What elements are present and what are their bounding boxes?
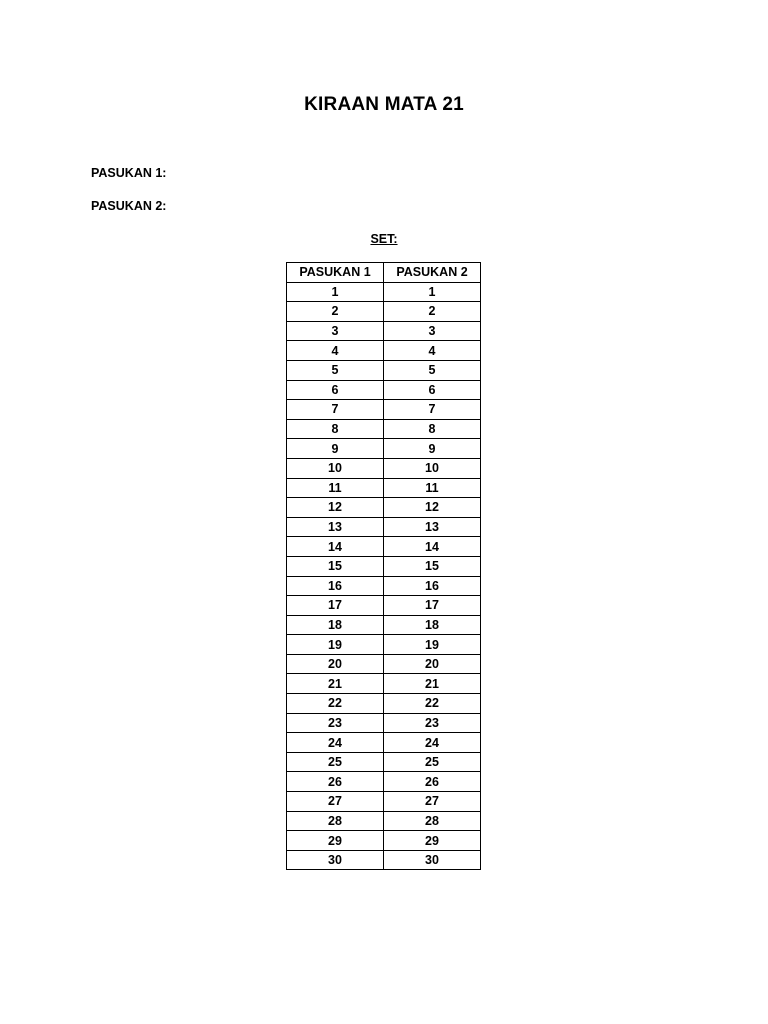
table-row	[287, 321, 481, 341]
team1-score-cell: 28	[287, 811, 384, 831]
table-row	[287, 302, 481, 322]
team1-score-cell: 30	[287, 850, 384, 870]
team1-score-cell: 1	[287, 282, 384, 302]
team1-label: PASUKAN 1:	[91, 166, 167, 180]
team2-score-cell: 13	[384, 517, 481, 537]
team1-score-cell: 12	[287, 498, 384, 518]
table-row	[287, 419, 481, 439]
team1-score-cell: 9	[287, 439, 384, 459]
table-row	[287, 713, 481, 733]
team1-score-cell: 26	[287, 772, 384, 792]
team1-score-cell: 7	[287, 400, 384, 420]
table-row	[287, 458, 481, 478]
table-row	[287, 694, 481, 714]
team2-score-cell: 10	[384, 458, 481, 478]
set-label: SET:	[370, 232, 398, 246]
table-row	[287, 556, 481, 576]
team1-score-cell: 2	[287, 302, 384, 322]
team2-score-cell: 18	[384, 615, 481, 635]
team2-score-cell: 24	[384, 733, 481, 753]
team1-score-cell: 6	[287, 380, 384, 400]
team2-score-cell: 17	[384, 596, 481, 616]
team1-score-cell: 16	[287, 576, 384, 596]
team2-score-cell: 25	[384, 752, 481, 772]
team2-score-cell: 27	[384, 792, 481, 812]
team1-score-cell: 14	[287, 537, 384, 557]
team2-score-cell: 29	[384, 831, 481, 851]
table-row	[287, 576, 481, 596]
team2-score-cell: 12	[384, 498, 481, 518]
team2-score-cell: 21	[384, 674, 481, 694]
page-title: KIRAAN MATA 21	[304, 94, 464, 115]
table-row	[287, 517, 481, 537]
team2-score-cell: 2	[384, 302, 481, 322]
table-row	[287, 439, 481, 459]
team2-score-cell: 14	[384, 537, 481, 557]
team1-score-cell: 23	[287, 713, 384, 733]
team1-score-cell: 4	[287, 341, 384, 361]
team2-score-cell: 4	[384, 341, 481, 361]
header-row	[287, 263, 481, 283]
table-row	[287, 478, 481, 498]
team1-score-cell: 24	[287, 733, 384, 753]
team1-score-cell: 5	[287, 360, 384, 380]
header-team2: PASUKAN 2	[384, 263, 481, 283]
table-row	[287, 341, 481, 361]
table-row	[287, 850, 481, 870]
team2-score-cell: 30	[384, 850, 481, 870]
team1-score-cell: 10	[287, 458, 384, 478]
team1-score-cell: 8	[287, 419, 384, 439]
score-table	[286, 262, 481, 870]
team1-score-cell: 29	[287, 831, 384, 851]
team2-score-cell: 11	[384, 478, 481, 498]
team2-score-cell: 19	[384, 635, 481, 655]
team2-score-cell: 1	[384, 282, 481, 302]
table-row	[287, 654, 481, 674]
table-row	[287, 615, 481, 635]
team2-score-cell: 22	[384, 694, 481, 714]
team2-score-cell: 6	[384, 380, 481, 400]
table-row	[287, 733, 481, 753]
team2-score-cell: 7	[384, 400, 481, 420]
table-row	[287, 811, 481, 831]
team1-score-cell: 11	[287, 478, 384, 498]
table-row	[287, 282, 481, 302]
team1-score-cell: 21	[287, 674, 384, 694]
team2-score-cell: 8	[384, 419, 481, 439]
team1-score-cell: 15	[287, 556, 384, 576]
team2-score-cell: 3	[384, 321, 481, 341]
team1-score-cell: 20	[287, 654, 384, 674]
table-row	[287, 537, 481, 557]
team2-label: PASUKAN 2:	[91, 199, 167, 213]
team2-score-cell: 26	[384, 772, 481, 792]
team1-score-cell: 13	[287, 517, 384, 537]
table-row	[287, 772, 481, 792]
team2-score-cell: 9	[384, 439, 481, 459]
header-team1: PASUKAN 1	[287, 263, 384, 283]
team2-score-cell: 5	[384, 360, 481, 380]
table-row	[287, 400, 481, 420]
team1-score-cell: 18	[287, 615, 384, 635]
team2-score-cell: 15	[384, 556, 481, 576]
table-row	[287, 360, 481, 380]
table-row	[287, 752, 481, 772]
table-row	[287, 380, 481, 400]
table-row	[287, 498, 481, 518]
table-row	[287, 831, 481, 851]
table-row	[287, 792, 481, 812]
table-row	[287, 674, 481, 694]
team2-score-cell: 20	[384, 654, 481, 674]
team1-score-cell: 27	[287, 792, 384, 812]
team1-score-cell: 25	[287, 752, 384, 772]
score-table-header	[287, 263, 481, 283]
team1-score-cell: 3	[287, 321, 384, 341]
team1-score-cell: 19	[287, 635, 384, 655]
team1-score-cell: 17	[287, 596, 384, 616]
team2-score-cell: 23	[384, 713, 481, 733]
team2-score-cell: 16	[384, 576, 481, 596]
team2-score-cell: 28	[384, 811, 481, 831]
score-table-body	[287, 282, 481, 870]
table-row	[287, 596, 481, 616]
table-row	[287, 635, 481, 655]
team1-score-cell: 22	[287, 694, 384, 714]
